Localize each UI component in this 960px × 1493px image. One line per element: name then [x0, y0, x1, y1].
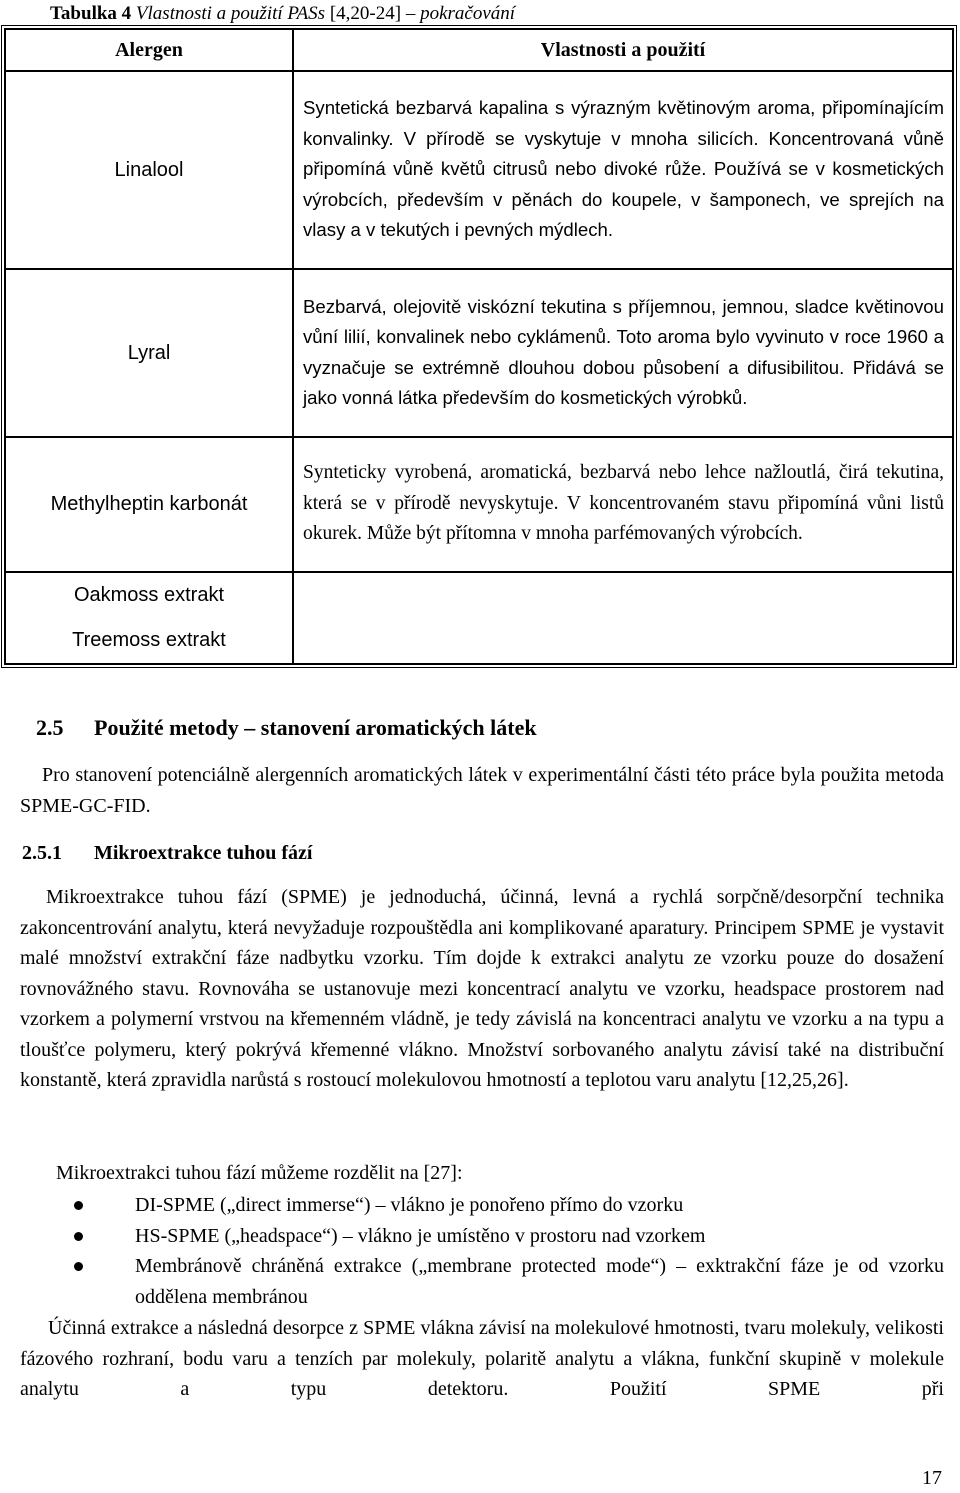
- bullet-icon: [74, 1262, 83, 1271]
- table-caption: [50, 1, 515, 27]
- subsection-number: 2.5.1: [22, 842, 62, 864]
- bullet-icon: [74, 1201, 83, 1210]
- description-cell: Syntetická bezbarvá kapalina s výrazným květinovým aroma, připomínajícím konvalinky. V přírodě se vyskytuje v mnoha silicích. Koncentrovaná vůně připomíná vůně květů citrusů nebo divoké růže. Používá se v kosmetických výrobcích, především v pěnách do koupele, v šamponech, ve sprejích na vlasy a v tekutých i pevných mýdlech.: [293, 71, 953, 269]
- allergen-oakmoss: Oakmoss extrakt: [73, 584, 225, 606]
- allergen-cell: Lyral: [5, 269, 293, 437]
- caption-title: Vlastnosti a použití PASs: [135, 3, 326, 24]
- list-item: [66, 1221, 944, 1252]
- table-row: [5, 572, 953, 664]
- allergen-cell: [5, 572, 293, 664]
- list-item: [66, 1251, 944, 1312]
- description-cell-empty: [293, 572, 953, 664]
- caption-dash: –: [405, 3, 416, 24]
- table-row: [5, 437, 953, 572]
- caption-label: Tabulka 4: [50, 3, 132, 24]
- spme-paragraph: Mikroextrakce tuhou fází (SPME) je jednoduchá, účinná, levná a rychlá sorpčně/desorpční technika zakoncentrování analytu, která nevyžaduje rozpouštědla ani komplikované aparatury. Principem SPME je vystavit malé množství extrakční fáze nadbytku vzorku. Tím dojde k extrakci analytu ze vzorku pouze do dosažení rovnovážného stavu. Rovnováha se ustanovuje mezi koncentrací analytu ve vzorku, headspace prostorem nad vzorkem a polymerní vrstvou na křemenném vládně, je tedy závislá na koncentraci analytu ve vzorku a na typu a tloušťce polymeru, který pokrývá křemenné vlákno. Množství sorbovaného analytu závisí také na distribuční konstantě, která zpravidla narůstá s rostoucí molekulovou hmotností a teplotou varu analytu [12,25,26].: [20, 886, 944, 1091]
- spme-modes-list: [66, 1190, 944, 1312]
- section-intro-paragraph: Pro stanovení potenciálně alergenních aromatických látek v experimentální části této práce byla použita metoda SPME-GC-FID.: [20, 764, 944, 817]
- bullet-icon: [74, 1232, 83, 1241]
- allergen-cell: Linalool: [5, 71, 293, 269]
- header-properties: Vlastnosti a použití: [293, 29, 953, 71]
- properties-table: [4, 28, 954, 665]
- list-item-text: Membránově chráněná extrakce („membrane protected mode“) – exktrakční fáze je od vzorku oddělena membránou: [135, 1255, 944, 1308]
- division-intro: Mikroextrakci tuhou fází můžeme rozdělit na [27]:: [56, 1162, 463, 1184]
- description-cell: Synteticky vyrobená, aromatická, bezbarvá nebo lehce nažloutlá, čirá tekutina, která se v přírodě nevyskytuje. V koncentrovaném stavu připomíná vůni listů okurek. Může být přítomna v mnoha parfémovaných výrobcích.: [293, 437, 953, 572]
- section-number: 2.5: [36, 715, 64, 740]
- allergen-cell: Methylheptin karbonát: [5, 437, 293, 572]
- caption-continuation: pokračování: [420, 3, 516, 24]
- subsection-title: Mikroextrakce tuhou fází: [94, 842, 313, 864]
- efficiency-paragraph: Účinná extrakce a následná desorpce z SPME vlákna závisí na molekulové hmotnosti, tvaru molekuly, velikosti fázového rozhraní, bodu varu a tenzích par molekuly, polaritě analytu a vlákna, funkční skupině v molekule analytu a typu detektoru. Použití SPME při: [20, 1317, 944, 1400]
- allergen-treemoss: Treemoss extrakt: [72, 629, 226, 651]
- table-row: [5, 269, 953, 437]
- table-header-row: [5, 29, 953, 71]
- subsection-heading: [22, 842, 313, 865]
- list-item-text: HS-SPME („headspace“) – vlákno je umístěno v prostoru nad vzorkem: [135, 1224, 706, 1247]
- caption-refs: [4,20-24]: [329, 3, 402, 24]
- list-item-text: DI-SPME („direct immerse“) – vlákno je ponořeno přímo do vzorku: [135, 1194, 684, 1216]
- table-row: [5, 71, 953, 269]
- page-number: 17: [922, 1467, 942, 1489]
- header-allergen: Alergen: [5, 29, 293, 71]
- list-item: [66, 1190, 944, 1221]
- description-cell: Bezbarvá, olejovitě viskózní tekutina s příjemnou, jemnou, sladce květinovou vůní lilií, konvalinek nebo cyklámenů. Toto aroma bylo vyvinuto v roce 1960 a vyznačuje se extrémně dlouhou dobou působení a difusibilitou. Přidává se jako vonná látka především do kosmetických výrobků.: [293, 269, 953, 437]
- section-title: Použité metody – stanovení aromatických látek: [94, 715, 537, 740]
- section-heading: [36, 715, 537, 741]
